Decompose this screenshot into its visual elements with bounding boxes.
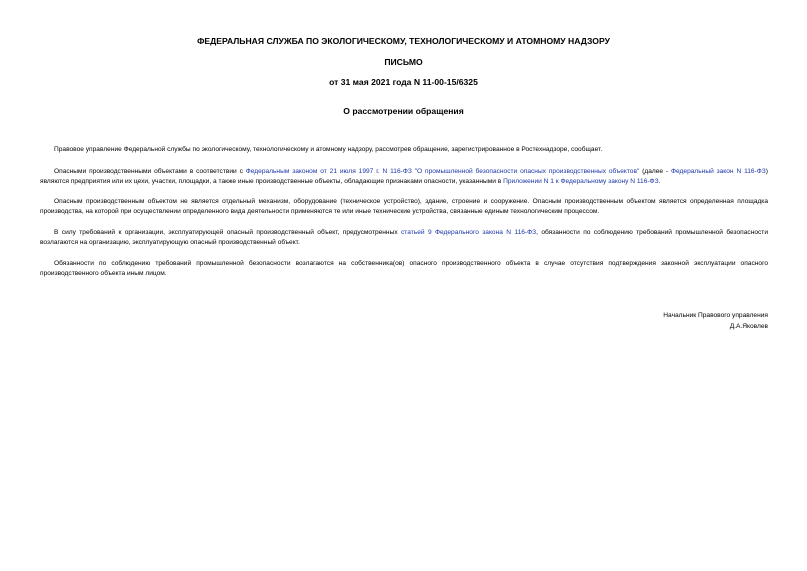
appendix-1-link[interactable]: Приложении N 1 к Федеральному закону N 116-ФЗ bbox=[503, 178, 659, 186]
paragraph-5: Обязанности по соблюдению требований промышленной безопасности возлагаются на собственника(ов) опасного производственного объекта в случае отсутствия подтверждения законной эксплуатации опасного производственного объекта иным лицом. bbox=[40, 260, 768, 278]
paragraph-4 bbox=[40, 228, 768, 249]
paragraph-1: Правовое управление Федеральной службы по экологическому, технологическому и атомному надзору, рассмотрев обращение, зарегистрированное в Ростехнадзоре, сообщает. bbox=[54, 146, 603, 153]
document-date-number: от 31 мая 2021 года N 11-00-15/6325 bbox=[329, 77, 478, 87]
document-subject: О рассмотрении обращения bbox=[343, 106, 464, 116]
paragraph-4-text-2: , обязанности по соблюдению требований промышленной безопасности возлагаются на организацию, эксплуатирующую опасный производственный объект. bbox=[40, 229, 769, 247]
document-type: ПИСЬМО bbox=[384, 57, 423, 67]
paragraph-3: Опасным производственным объектом не является отдельный механизм, оборудование (техническое устройство), здание, строение и сооружение. Опасным производственным объектом является определенная площадка производства, на которой при осуществлении определенного вида деятельности применяются те или иные технические устройства, связанные единым технологическим процессом. bbox=[40, 198, 768, 216]
federal-law-116-short-link[interactable]: Федеральный закон N 116-ФЗ bbox=[671, 168, 766, 175]
signature-name: Д.А.Яковлев bbox=[729, 323, 768, 330]
paragraph-4-text-1: В силу требований к организации, эксплуатирующей опасный производственный объект, предусмотренных bbox=[54, 229, 401, 236]
federal-law-116-link[interactable]: Федеральным законом от 21 июля 1997 г. N 116-ФЗ "О промышленной безопасности опасных производственных объектов" bbox=[245, 168, 640, 175]
article-9-link[interactable]: статьей 9 Федерального закона N 116-ФЗ bbox=[401, 229, 537, 236]
paragraph-2-text-1: Опасными производственными объектами в соответствии с bbox=[54, 168, 246, 175]
signature-position: Начальник Правового управления bbox=[663, 312, 768, 319]
paragraph-2-text-4: . bbox=[658, 178, 661, 186]
paragraph-2-text-2: (далее - bbox=[639, 168, 672, 175]
paragraph-2-text-3: ) являются предприятия или их цехи, участки, площадки, а также иные производственные объекты, обладающие признаками опасности, указанными в bbox=[40, 168, 768, 186]
agency-title: ФЕДЕРАЛЬНАЯ СЛУЖБА ПО ЭКОЛОГИЧЕСКОМУ, ТЕХНОЛОГИЧЕСКОМУ И АТОМНОМУ НАДЗОРУ bbox=[197, 36, 610, 46]
paragraph-2 bbox=[40, 167, 768, 188]
